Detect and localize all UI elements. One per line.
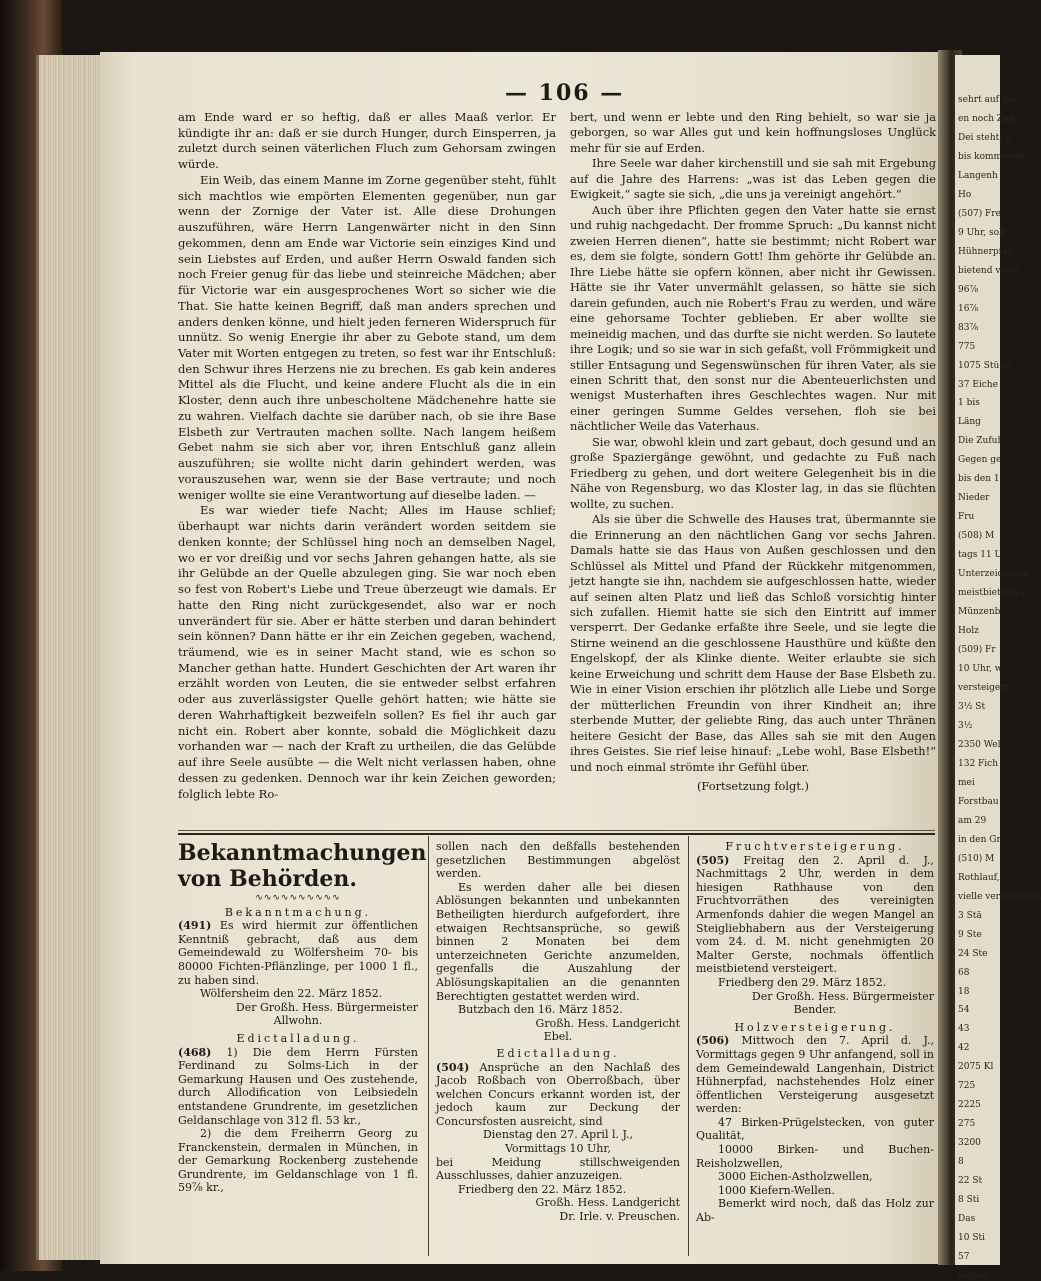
notice-place-date: Friedberg den 29. März 1852. [718, 975, 887, 989]
next-page-fragment: 42 [958, 1043, 970, 1053]
next-page-fragment: 54 [958, 1005, 970, 1015]
list-item: 47 Birken-Prügelstecken, von guter Qualität, [696, 1115, 934, 1143]
notice-number: (506) [696, 1034, 730, 1048]
notice-title: Fruchtversteigerung. [725, 840, 905, 853]
notice-place-date: Friedberg den 22. März 1852. [458, 1182, 627, 1196]
next-page-fragment: versteigert: [958, 683, 1012, 693]
next-page-fragment: 725 [958, 1081, 976, 1091]
divider-rule [178, 830, 935, 831]
next-page-fragment: tags 11 U [958, 550, 1003, 560]
next-page-fragment: (508) M [958, 531, 995, 541]
notice-text: Mittwoch den 7. April d. J., Vormittags gegen 9 Uhr anfangend, soll in dem Gemeindewald Langenhain, District Hühnerpfad, nachstehendes Holz einer öffentlichen Versteigerung ausgesetzt werden: [696, 1034, 935, 1116]
next-page-fragment: 275 [958, 1119, 976, 1129]
next-page-fragment: bietend verst [958, 266, 1019, 276]
story-paragraph: Es war wieder tiefe Nacht; Alles im Hause schlief; überhaupt war nichts darin verändert worden seitdem sie denken konnte; der Schlüssel hing noch an demselben Nagel, wo er vor dreißig und vor sechs Jahren gehangen hatte, als sie ihr Gelübde an der Quelle abzulegen ging. Sie war noch eben so fest von Robert's Liebe und Treue überzeugt wie damals. Er hatte den Ring nicht zurückgesendet, also war er noch unverändert für sie. Aber er hätte sterben und daran behindert sein können? Dann hätte er ihr ein Zeichen gegeben, wachend, träumend, wie es in seiner Macht stand, wie es schon so Mancher gethan hatte. Hundert Geschichten der Art waren ihr erzählt worden von Leuten, die sie entweder selbst erfahren oder aus zuverlässigster Quelle gehört hatten; wie hätte sie deren Wahrhaftigkeit bezweifeln sollen? Es fiel ihr auch gar nicht ein. Robert aber konnte, sobald die Möglichkeit dazu vorhanden war — nach der Kraft zu urtheilen, die das Gelübde auf ihre Seele ausübte — die Welt nicht verlassen haben, ohne dessen zu gedenken. Dennoch war ihr kein Zeichen geworden; folglich lebte Ro- [178, 503, 556, 801]
next-page-fragment: 68 [958, 968, 970, 978]
notice-number: (505) [696, 853, 730, 867]
notice-title: Holzversteigerung. [734, 1020, 896, 1034]
notice-signature: Bender. [793, 1003, 837, 1017]
notice-title: Edictalladung. [236, 1031, 360, 1045]
story-column-right [570, 110, 936, 795]
story-paragraph: am Ende ward er so heftig, daß er alles Maaß verlor. Er kündigte ihr an: daß er sie durch Hunger, durch Einsperren, ja zuletzt durch seinen väterlichen Fluch zum Gehorsam zwingen würde. [178, 110, 556, 172]
next-page-fragment: 16⅞ [958, 304, 979, 314]
next-page-fragment: 132 Fich [958, 759, 998, 769]
next-page-fragment: (510) M [958, 854, 995, 864]
next-page-fragment: Forstbau [958, 797, 999, 807]
story-paragraph: Sie war, obwohl klein und zart gebaut, doch gesund und an große Spaziergänge gewöhnt, und gedachte zu Fuß nach Friedberg zu gehen, und dort weitere Gelegenheit bis in die Nähe von Regensburg, wo das Kloster lag, in das sie flüchten wollte, zu suchen. [570, 434, 936, 511]
next-page-fragment: Hühnerpfad, [958, 247, 1016, 257]
page-edges [36, 55, 109, 1260]
notice-signature: Dr. Irle. v. Preuschen. [559, 1210, 680, 1224]
notice-title: Bekanntmachung. [224, 905, 372, 919]
notice-text: Es wird hiermit zur öffentlichen Kenntniß gebracht, daß aus dem Gemeindewald zu Wölfersheim 70- bis 80000 Fichten-Pflänzlinge, per 1000 1 fl., zu haben sind. [178, 919, 418, 987]
notice-text: Ansprüche an den Nachlaß des Jacob Roßbach von Oberroßbach, über welchen Concurs erkannt worden ist, der jedoch kaum zur Deckung der Concursfosten ausreicht, sind [436, 1060, 680, 1128]
ads-column-1 [178, 840, 427, 1195]
notice-number: (468) [178, 1045, 212, 1059]
list-item: 3000 Eichen-Astholzwellen, [718, 1170, 873, 1184]
next-page-fragment: 10 Sti [958, 1233, 985, 1243]
next-page-fragment: 10 Uhr, w [958, 664, 1003, 674]
notice-date: Vormittags 10 Uhr, [505, 1142, 611, 1156]
notice-text: sollen nach den deßfalls bestehenden gesetzlichen Bestimmungen abgelöst werden. [436, 840, 680, 881]
next-page-fragment: 2225 [958, 1100, 981, 1110]
list-item: 10000 Birken- und Buchen-Reisholzwellen, [696, 1143, 934, 1170]
next-page-fragment: 775 [958, 342, 976, 352]
next-page-fragment: vielle verstgeigert [958, 892, 1041, 902]
story-paragraph: Als sie über die Schwelle des Hauses trat, übermannte sie die Erinnerung an den nächtlichen Gang vor sechs Jahren. Damals hatte sie das Haus von Außen geschlossen und den Schlüssel als Mittel und Pfand der Rückkehr mitgenommen, jetzt hangte sie ihn, nachdem sie aufgeschlossen hatte, wieder auf seinen alten Platz und ließ das Schloß vorsichtig hinter sich zufallen. Hiemit hatte sie sich den Eintritt auf immer versperrt. Der Gedanke erfaßte ihre Seele, und sie legte die Stirne weinend an die geschlossene Hausthüre und küßte den Engelskopf, der als Klinke diente. Weiter erlaubte sie sich keine Erweichung und schritt dem Hause der Base Elsbeth zu. Wie in einer Vision erschien ihr plötzlich alle Liebe und Sorge der mütterlichen Freundin von ihrer Kindheit an; ihre sterbende Mutter, der geliebte Ring, das auch unter Thränen heitere Gesicht der Base, das Alles sah sie mit den Augen ihres Geistes. Sie rief leise hinauf: „Lebe wohl, Base Elsbeth!“ und noch einmal strömte ihr Gefühl über. [570, 512, 936, 774]
next-page-fragment: 57 [958, 1252, 970, 1262]
notice-signature: Großh. Hess. Landgericht [535, 1196, 680, 1210]
next-page-fragment: Läng [958, 417, 981, 427]
next-page-fragment: 83⅞ [958, 323, 979, 333]
ads-column-2 [436, 840, 680, 1224]
notice-text: Freitag den 2. April d. J., Nachmittags 2 Uhr, werden in dem hiesigen Rathhause von den Fruchtvorräthen des vereinigten Armenfonds dahier die wegen Mangel an Steigliebhabern aus der Versteigerung vom 24. d. M. nicht genehmigten 20 Malter Gerste, nochmals öffentlich meistbietend versteigert. [696, 853, 934, 976]
notice-place-date: Butzbach den 16. März 1852. [458, 1003, 623, 1017]
next-page-fragment: 24 Ste [958, 949, 988, 959]
next-page-fragment: 2350 Wel [958, 740, 1001, 750]
next-page-strip [955, 55, 1041, 1281]
next-page-fragment: 8 [958, 1157, 964, 1167]
notice-signature: Der Großh. Hess. Bürgermeister [235, 1000, 418, 1014]
next-page-fragment: Münzenb [958, 607, 1001, 617]
next-page-fragment: Holz [958, 626, 979, 636]
continued-note: (Fortsetzung folgt.) [696, 779, 809, 794]
next-page-fragment: Rothlauf, [958, 873, 1000, 883]
column-rule [428, 836, 429, 1256]
next-page-fragment: mei [958, 778, 975, 788]
ads-heading: Bekanntmachungen von Behörden. [178, 840, 427, 892]
next-page-fragment: 3½ [958, 721, 973, 731]
next-page-fragment: Das [958, 1214, 976, 1224]
next-page-fragment: 2075 Kl [958, 1062, 994, 1072]
notice-number: (504) [436, 1060, 470, 1074]
notice-title: Edictalladung. [496, 1046, 620, 1060]
page-number: — 106 — [505, 80, 625, 106]
ornament-rule: ∿∿∿∿∿∿∿∿∿∿ [255, 893, 341, 903]
next-page-fragment: 43 [958, 1024, 970, 1034]
next-page-fragment: Dei steht, u [958, 133, 1011, 143]
ads-column-3 [696, 840, 934, 1225]
next-page-fragment: Gegen [958, 1271, 988, 1281]
next-page-fragment: Nieder [958, 493, 990, 503]
notice-text: Bemerkt wird noch, daß das Holz zur Ab- [696, 1197, 934, 1225]
next-page-fragment: Die Zufuh [958, 436, 1004, 446]
story-column-left [178, 110, 556, 802]
next-page-fragment: 3200 [958, 1138, 981, 1148]
next-page-fragment: 3½ St [958, 702, 986, 712]
notice-text: Es werden daher alle bei diesen Ablösungen bekannten und unbekannten Betheiligten hierdurch aufgefordert, ihre etwaigen Rechtsansprüche, so gewiß binnen 2 Monaten bei dem unterzeichneten Gerichte anzumelden, gegenfalls die Auszahlung der Ablösungskapitalien an die genannten Berechtigten gestattet werden wird. [436, 880, 680, 1003]
next-page-fragment: en noch Zug [958, 114, 1015, 124]
next-page-fragment: meistbietend v [958, 588, 1026, 598]
next-page-fragment: 96⅞ [958, 285, 979, 295]
next-page-fragment: sehrt auf der [958, 95, 1018, 105]
next-page-fragment: 9 Ste [958, 930, 982, 940]
next-page-fragment: 18 [958, 987, 970, 997]
notice-signature: Der Großh. Hess. Bürgermeister [751, 989, 934, 1003]
next-page-fragment: in den Gr. [958, 835, 1003, 845]
next-page-fragment: am 29 [958, 816, 987, 826]
notice-signature: Großh. Hess. Landgericht [535, 1016, 680, 1030]
notice-number: (491) [178, 919, 212, 933]
next-page-fragment: bis kommende [958, 152, 1025, 162]
next-page-fragment: 37 Eiche [958, 380, 998, 390]
next-page-fragment: Ho [958, 190, 972, 200]
next-page-fragment: bis den 1. [958, 474, 1003, 484]
notice-signature: Ebel. [543, 1030, 573, 1044]
story-paragraph: Ein Weib, das einem Manne im Zorne gegenüber steht, fühlt sich machtlos wie empörten Elementen gegenüber, nun gar wenn der Zornige der Vater ist. Alle diese Drohungen auszuführen, wäre Herrn Langenwärter nicht in den Sinn gekommen, denn am Ende war Victorie sein einziges Kind und sein Liebstes auf Erden, und außer Herrn Oswald fanden sich noch Freier genug für das liebe und steinreiche Mädchen; aber für Victorie war ein ausgesprochenes Wort so sicher wie die That. Sie hatte keinen Begriff, daß man anders sprechen und anders denken könne, und hielt jeden ferneren Widerspruch für unnütz. So wenig Energie ihr aber zu Gebote stand, um dem Vater mit Worten entgegen zu treten, so fest war ihr Entschluß: den Schwur ihres Herzens nie zu brechen. Es gab kein anderes Mittel als die Flucht, und keine andere Flucht als die in ein Kloster, denn auch ihre unbescholtene Mädchenehre hatte sie zu wahren. Vielfach dachte sie darüber nach, ob sie ihre Base Elsbeth zur Vertrauten machen sollte. Nach langem heißem Gebet nahm sie sich aber vor, ihren Entschluß ganz allein auszuführen; sie wollte nicht darin gehindert werden, was vorauszusehen war, wenn sie der Base vertraute; und noch weniger wollte sie eine Verantwortung auf dieselbe laden. — [178, 172, 557, 502]
next-page-fragment: 1 bis [958, 398, 980, 408]
notice-text: 2) die dem Freiherrn Georg zu Franckenstein, dermalen in München, in der Gemarkung Rockenberg zustehende Grundrente, im Geldanschlage von 1 fl. 59⅞ kr., [178, 1127, 418, 1195]
story-paragraph: bert, und wenn er lebte und den Ring behielt, so war sie ja geborgen, so war Alles gut und kein hoffnungsloses Unglück mehr für sie auf Erden. [570, 110, 936, 155]
next-page-fragment: 22 St [958, 1176, 983, 1186]
column-rule [688, 836, 689, 1256]
next-page-fragment: (509) Fr [958, 645, 996, 655]
next-page-fragment: Unterzeichnete [958, 569, 1029, 579]
next-page-fragment: (507) Fre [958, 209, 1001, 219]
story-paragraph: Auch über ihre Pflichten gegen den Vater hatte sie ernst und ruhig nachgedacht. Der fromme Spruch: „Du kannst nicht zweien Herren dienen“, hatte sie bestimmt; nicht Robert war es, dem sie folgte, sondern Gott! Ihm gehörte ihr Gelübde an. Ihre Liebe hätte sie opfern können, aber nicht ihr Gewissen. Hätte sie ihr Vater unvermählt gelassen, so hätte sie sich darein gefunden, auch nie Robert's Frau zu werden, und wäre eine gehorsame Tochter geblieben. Er aber wollte sie meineidig machen, und das durfte sie nicht werden. So lautete ihre Logik; und so sie war in sich gefaßt, voll Frömmigkeit und stiller Entsagung und Segenswünschen für ihren Vater, als sie einen Schritt that, den sonst nur die Abenteuerlichsten und wenigst Musterhaften ihres Geschlechtes wagen. Nur mit einer geringen Summe Geldes versehen, floh sie bei nächtlicher Weile das Vaterhaus. [570, 202, 936, 434]
next-page-fragment: 8 Sti [958, 1195, 980, 1205]
next-page-fragment: Gegen ge [958, 455, 1002, 465]
notice-place-date: Wölfersheim den 22. März 1852. [200, 987, 383, 1001]
story-paragraph: Ihre Seele war daher kirchenstill und sie sah mit Ergebung auf die Jahre des Harrens: „was ist das Leben gegen die Ewigkeit,“ sagte sie sich, „die uns ja vereinigt angehört.“ [570, 156, 936, 202]
divider-rule [178, 833, 935, 835]
next-page-fragment: 9 Uhr, soll i [958, 228, 1011, 238]
notice-text: 1) Die dem Herrn Fürsten Ferdinand zu Solms-Lich in der Gemarkung Hausen und Oes zustehende, durch Allodification von Leibsiedeln entstandene Grundrente, im gesetzlichen Geldanschlage von 312 fl. 53 kr., [178, 1045, 418, 1127]
next-page-fragment: Fru [958, 512, 975, 522]
notice-text: bei Meidung stillschweigenden Ausschlusses, dahier anzuzeigen. [436, 1155, 680, 1183]
next-page-fragment: Langenh [958, 171, 998, 181]
notice-signature: Allwohn. [273, 1014, 323, 1028]
list-item: 1000 Kiefern-Wellen. [718, 1183, 835, 1197]
next-page-fragment: 1075 Stück [958, 361, 1010, 371]
notice-date: Dienstag den 27. April l. J., [482, 1128, 634, 1142]
next-page-fragment: 3 Stä [958, 911, 982, 921]
